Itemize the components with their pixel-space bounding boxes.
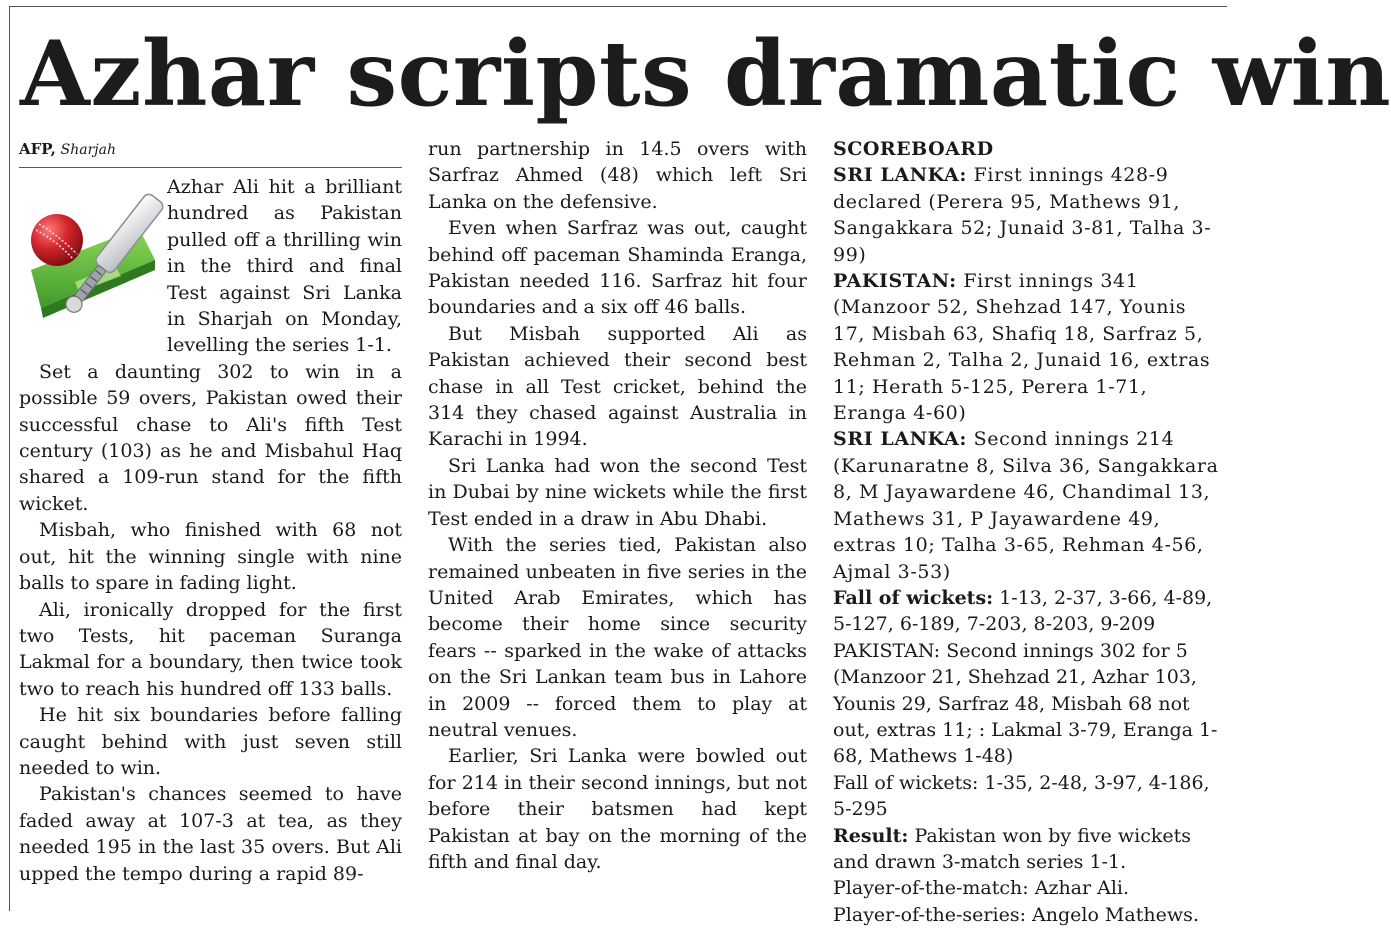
- team-label: PAKISTAN:: [833, 270, 957, 293]
- result-text: Pakistan won by five wickets and drawn 3-match series 1-1.: [833, 824, 1192, 873]
- scoreboard-entry: Fall of wickets: 1-35, 2-48, 3-97, 4-186, 5-295: [833, 771, 1210, 821]
- team-label: SRI LANKA:: [833, 428, 967, 451]
- player-of-series: Player-of-the-series: Angelo Mathews.: [833, 903, 1199, 926]
- cricket-logo-icon: [19, 174, 161, 350]
- scoreboard-entry: PAKISTAN: Second innings 302 for 5 (Manzoor 21, Shehzad 21, Azhar 103, Younis 29, Sarfraz 48, Misbah 68 not out, extras 11; : Lakmal 3-79, Eranga 1-68, Mathews 1-48): [833, 639, 1218, 768]
- team-label: SRI LANKA:: [833, 164, 967, 187]
- article-paragraph: Even when Sarfraz was out, caught behind off paceman Shaminda Eranga, Pakistan needed 116. Sarfraz hit four boundaries and a six off 46 balls.: [428, 217, 807, 319]
- innings-text: First innings 428-9 declared (Perera 95, Mathews 91, Sangakkara 52; Junaid 3-81, Talha 3-99): [833, 164, 1212, 266]
- scoreboard-heading: SCOREBOARD: [833, 138, 994, 160]
- article-paragraph: With the series tied, Pakistan also remained unbeaten in five series in the United Arab Emirates, which has become their home since security fears -- sparked in the wake of attacks on the Sri Lankan team bus in Lahore in 2009 -- forced them to play at neutral venues.: [428, 534, 807, 741]
- result-label: Result:: [833, 824, 909, 847]
- article-paragraph: Set a daunting 302 to win in a possible 59 overs, Pakistan owed their successful chase to Ali's fifth Test century (103) as he and Misbahul Haq shared a 109-run stand for the fifth wicket.: [19, 360, 402, 515]
- fow-text: 1-13, 2-37, 3-66, 4-89, 5-127, 6-189, 7-203, 8-203, 9-209: [833, 586, 1213, 636]
- article-paragraph: Pakistan's chances seemed to have faded away at 107-3 at tea, as they needed 195 in the last 35 overs. But Ali upped the tempo during a rapid 89-: [19, 783, 402, 885]
- scoreboard-entry: [833, 426, 1219, 584]
- innings-text: Second innings 214 (Karunaratne 8, Silva 36, Sangakkara 8, M Jayawardene 46, Chandimal 13, Mathews 31, P Jayawardene 49, extras 10; Talha 3-65, Rehman 4-56, Ajmal 3-53): [833, 428, 1219, 583]
- article-paragraph: run partnership in 14.5 overs with Sarfraz Ahmed (48) which left Sri Lanka on the defensive.: [428, 138, 807, 213]
- innings-text: First innings 341 (Manzoor 52, Shehzad 147, Younis 17, Misbah 63, Shafiq 18, Sarfraz 5, Rehman 2, Talha 2, Junaid 16, extras 11; Herath 5-125, Perera 1-71, Eranga 4-60): [833, 270, 1211, 425]
- article-paragraph: Azhar Ali hit a brilliant hundred as Pakistan pulled off a thrilling win in the third and final Test against Sri Lanka in Sharjah on Monday, levelling the series 1-1.: [167, 176, 402, 357]
- headline: Azhar scripts dramatic win: [20, 21, 1391, 127]
- scoreboard-entry: [833, 268, 1219, 426]
- byline: [19, 136, 402, 168]
- scoreboard-entry: [833, 162, 1219, 268]
- article-paragraph: Misbah, who finished with 68 not out, hit the winning single with nine balls to spare in fading light.: [19, 519, 402, 595]
- scoreboard-column: [833, 136, 1219, 928]
- scoreboard-entry: [833, 585, 1219, 638]
- article-paragraph: Ali, ironically dropped for the first two Tests, hit paceman Suranga Lakmal for a boundary, then twice took two to reach his hundred off 133 balls.: [19, 598, 402, 700]
- player-of-match: Player-of-the-match: Azhar Ali.: [833, 877, 1130, 900]
- article-paragraph: Sri Lanka had won the second Test in Dubai by nine wickets while the first Test ended in a draw in Abu Dhabi.: [428, 454, 807, 530]
- article-paragraph: Earlier, Sri Lanka were bowled out for 214 in their second innings, but not before their batsmen had kept Pakistan at bay on the morning of the fifth and final day.: [428, 745, 807, 873]
- article-column-2: [428, 136, 807, 875]
- byline-place: Sharjah: [60, 142, 116, 158]
- article-column-1: [19, 136, 402, 887]
- fow-label: Fall of wickets:: [833, 586, 994, 609]
- article-paragraph: But Misbah supported Ali as Pakistan achieved their second best chase in all Test cricket, behind the 314 they chased against Australia in Karachi in 1994.: [428, 322, 807, 451]
- byline-agency: AFP,: [19, 140, 56, 158]
- article-paragraph: He hit six boundaries before falling caught behind with just seven still needed to win.: [19, 704, 402, 779]
- scoreboard-entry: [833, 823, 1219, 876]
